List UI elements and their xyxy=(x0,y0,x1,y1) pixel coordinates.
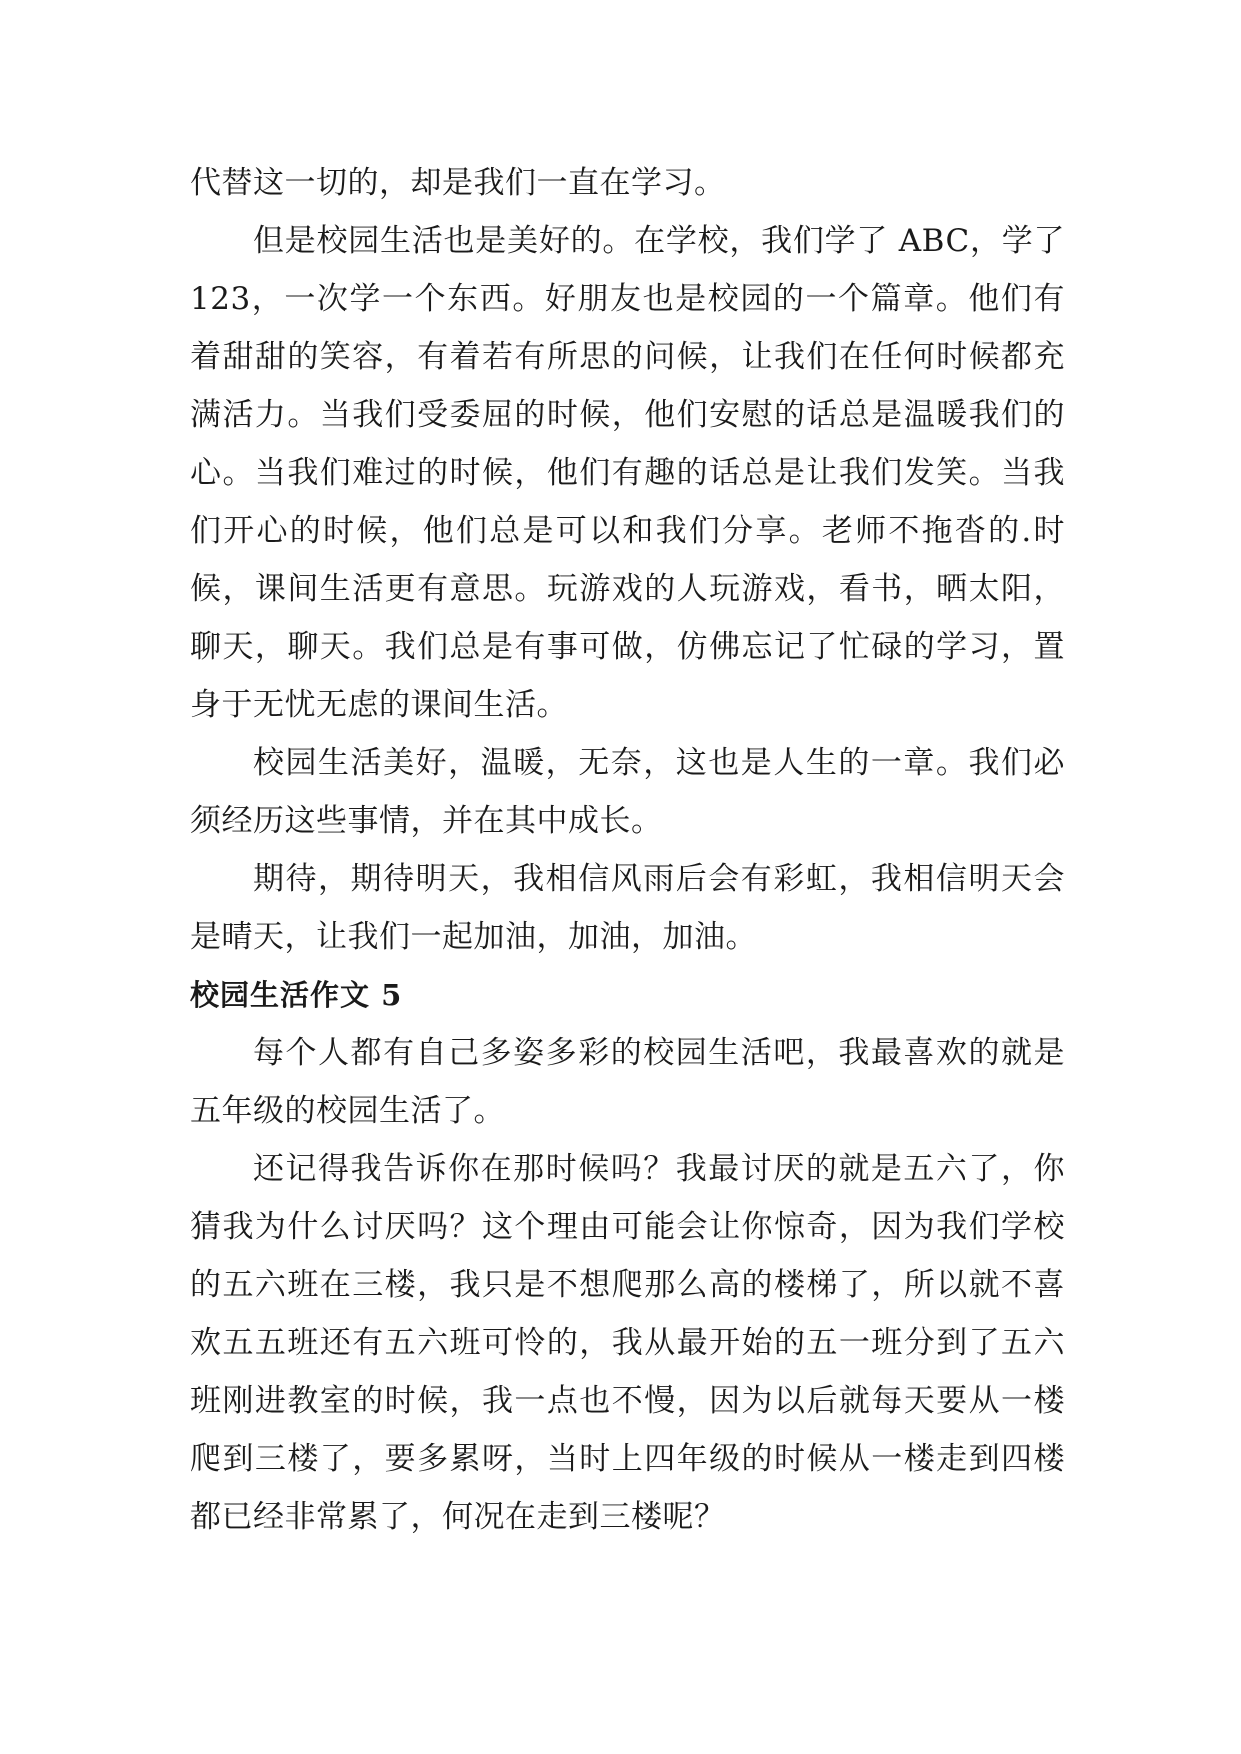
paragraph-continuation: 代替这一切的，却是我们一直在学习。 xyxy=(190,165,726,201)
paragraph-fifth-grade-story: 还记得我告诉你在那时候吗？我最讨厌的就是五六了，你猜我为什么讨厌吗？这个理由可能会让你惊奇，因为我们学校的五六班在三楼，我只是不想爬那么高的楼梯了，所以就不喜欢五五班还有五六班可怜的，我从最开始的五一班分到了五六班刚进教室的时候，我一点也不慢，因为以后就每天要从一楼爬到三楼了，要多累呀，当时上四年级的时候从一楼走到四楼都已经非常累了，何况在走到三楼呢？ xyxy=(190,1151,1065,1535)
section-title: 校园生活作文 5 xyxy=(190,978,403,1012)
paragraph-campus-beauty: 但是校园生活也是美好的。在学校，我们学了 ABC，学了 123，一次学一个东西。好朋友也是校园的一个篇章。他们有着甜甜的笑容，有着若有所思的问候，让我们在任何时候都充满活力。当我们受委屈的时候，他们安慰的话总是温暖我们的心。当我们难过的时候，他们有趣的话总是让我们发笑。当我们开心的时候，他们总是可以和我们分享。老师不拖沓的.时候，课间生活更有意思。玩游戏的人玩游戏，看书，晒太阳，聊天，聊天。我们总是有事可做，仿佛忘记了忙碌的学习，置身于无忧无虑的课间生活。 xyxy=(190,223,1065,723)
paragraph-hope: 期待，期待明天，我相信风雨后会有彩虹，我相信明天会是晴天，让我们一起加油，加油，加油。 xyxy=(190,861,1065,955)
document-page xyxy=(190,154,1065,1546)
paragraph-campus-summary: 校园生活美好，温暖，无奈，这也是人生的一章。我们必须经历这些事情，并在其中成长。 xyxy=(190,745,1065,839)
paragraph-fifth-grade-intro: 每个人都有自己多姿多彩的校园生活吧，我最喜欢的就是五年级的校园生活了。 xyxy=(190,1035,1065,1129)
